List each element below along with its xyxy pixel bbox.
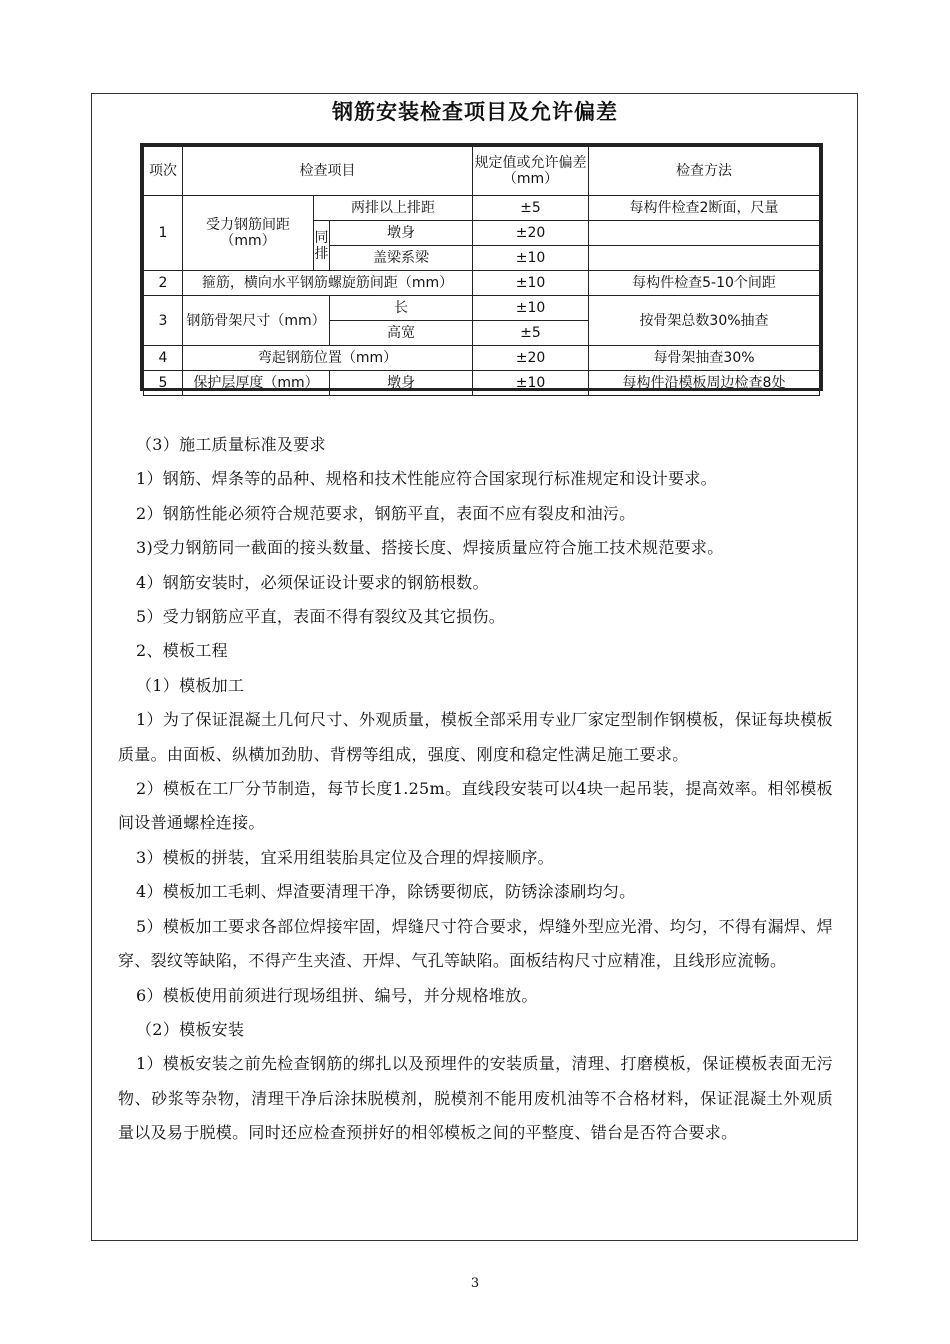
- table-row: [144, 196, 820, 221]
- subsection-heading-processing: （1）模板加工: [136, 675, 245, 695]
- row1-item: 受力钢筋间距（mm）: [183, 196, 314, 271]
- paragraph: 1）模板安装之前先检查钢筋的绑扎以及预埋件的安装质量，清理、打磨模板，保证模板表面无污物、砂浆等杂物，清理干净后涂抹脱模剂，脱模剂不能用废机油等不合格材料，保证混凝土外观质量以及易于脱模。同时还应检查预拼好的相邻模板之间的平整度、错台是否符合要求。: [118, 1054, 833, 1143]
- section-heading-formwork: 2、模板工程: [136, 641, 228, 661]
- row4-method: 每骨架抽查30%: [589, 346, 820, 371]
- row3-tol-b: ±5: [473, 321, 589, 346]
- subsection-heading-installation: （2）模板安装: [136, 1019, 245, 1039]
- rebar-tolerance-table: [140, 143, 823, 391]
- row1-method-c: [589, 246, 820, 271]
- row2-item: 箍筋，横向水平钢筋螺旋筋间距（mm）: [183, 271, 473, 296]
- row3-no: 3: [144, 296, 183, 346]
- row1-tol-c: ±10: [473, 246, 589, 271]
- row1-group: 同排: [314, 221, 330, 271]
- row1-no: 1: [144, 196, 183, 271]
- row4-item: 弯起钢筋位置（mm）: [183, 346, 473, 371]
- paragraph: 2）模板在工厂分节制造，每节长度1.25m。直线段安装可以4块一起吊装，提高效率。相邻模板间设普通螺栓连接。: [118, 779, 833, 833]
- row1-sub-b: 墩身: [330, 221, 473, 246]
- table-row: [144, 371, 820, 396]
- paragraph: 1）为了保证混凝土几何尺寸、外观质量，模板全部采用专业厂家定型制作钢模板，保证每块模板质量。由面板、纵横加劲肋、背楞等组成，强度、刚度和稳定性满足施工要求。: [118, 710, 833, 764]
- row5-method: 每构件沿模板周边检查8处: [589, 371, 820, 396]
- row5-tol: ±10: [473, 371, 589, 396]
- row2-method: 每构件检查5-10个间距: [589, 271, 820, 296]
- header-method: 检查方法: [589, 147, 820, 196]
- table-header-row: [144, 147, 820, 196]
- table-row: [144, 296, 820, 321]
- row5-no: 5: [144, 371, 183, 396]
- row3-tol-a: ±10: [473, 296, 589, 321]
- header-item-no: 项次: [144, 147, 183, 196]
- row5-item: 保护层厚度（mm）: [183, 371, 330, 396]
- row1-sub-c: 盖梁系梁: [330, 246, 473, 271]
- paragraph: 3)受力钢筋同一截面的接头数量、搭接长度、焊接质量应符合施工技术规范要求。: [136, 538, 724, 558]
- row1-sub-a: 两排以上排距: [314, 196, 473, 221]
- row2-tol: ±10: [473, 271, 589, 296]
- page-number: 3: [470, 1276, 480, 1291]
- table-row: [144, 346, 820, 371]
- paragraph: 4）钢筋安装时，必须保证设计要求的钢筋根数。: [136, 572, 489, 592]
- section-heading-quality: （3）施工质量标准及要求: [136, 435, 326, 454]
- paragraph: 3）模板的拼装，宜采用组装胎具定位及合理的焊接顺序。: [136, 847, 554, 867]
- row1-tol-a: ±5: [473, 196, 589, 221]
- table-title: 钢筋安装检查项目及允许偏差: [332, 100, 618, 124]
- row1-method-b: [589, 221, 820, 246]
- paragraph: 6）模板使用前须进行现场组拼、编号，并分规格堆放。: [136, 985, 538, 1005]
- paragraph: 5）受力钢筋应平直，表面不得有裂纹及其它损伤。: [136, 607, 506, 627]
- row4-no: 4: [144, 346, 183, 371]
- body-text: [118, 428, 833, 1151]
- paragraph: 2）钢筋性能必须符合规范要求，钢筋平直，表面不应有裂皮和油污。: [136, 503, 636, 523]
- row4-tol: ±20: [473, 346, 589, 371]
- table-row: [144, 271, 820, 296]
- tolerance-table: [143, 146, 820, 396]
- row3-item: 钢筋骨架尺寸（mm）: [183, 296, 330, 346]
- row3-method: 按骨架总数30%抽查: [589, 296, 820, 346]
- paragraph: 5）模板加工要求各部位焊接牢固，焊缝尺寸符合要求，焊缝外型应光滑、均匀，不得有漏焊、焊穿、裂纹等缺陷，不得产生夹渣、开焊、气孔等缺陷。面板结构尺寸应精准，且线形应流畅。: [118, 916, 833, 971]
- row3-sub-b: 高宽: [330, 321, 473, 346]
- row2-no: 2: [144, 271, 183, 296]
- header-check-item: 检查项目: [183, 147, 473, 196]
- paragraph: 1）钢筋、焊条等的品种、规格和技术性能应符合国家现行标准规定和设计要求。: [136, 469, 717, 489]
- row3-sub-a: 长: [330, 296, 473, 321]
- header-tolerance: 规定值或允许偏差 （mm）: [473, 147, 589, 196]
- row1-method-a: 每构件检查2断面，尺量: [589, 196, 820, 221]
- row1-tol-b: ±20: [473, 221, 589, 246]
- paragraph: 4）模板加工毛刺、焊渣要清理干净，除锈要彻底，防锈涂漆刷均匀。: [136, 882, 636, 902]
- row5-sub: 墩身: [330, 371, 473, 396]
